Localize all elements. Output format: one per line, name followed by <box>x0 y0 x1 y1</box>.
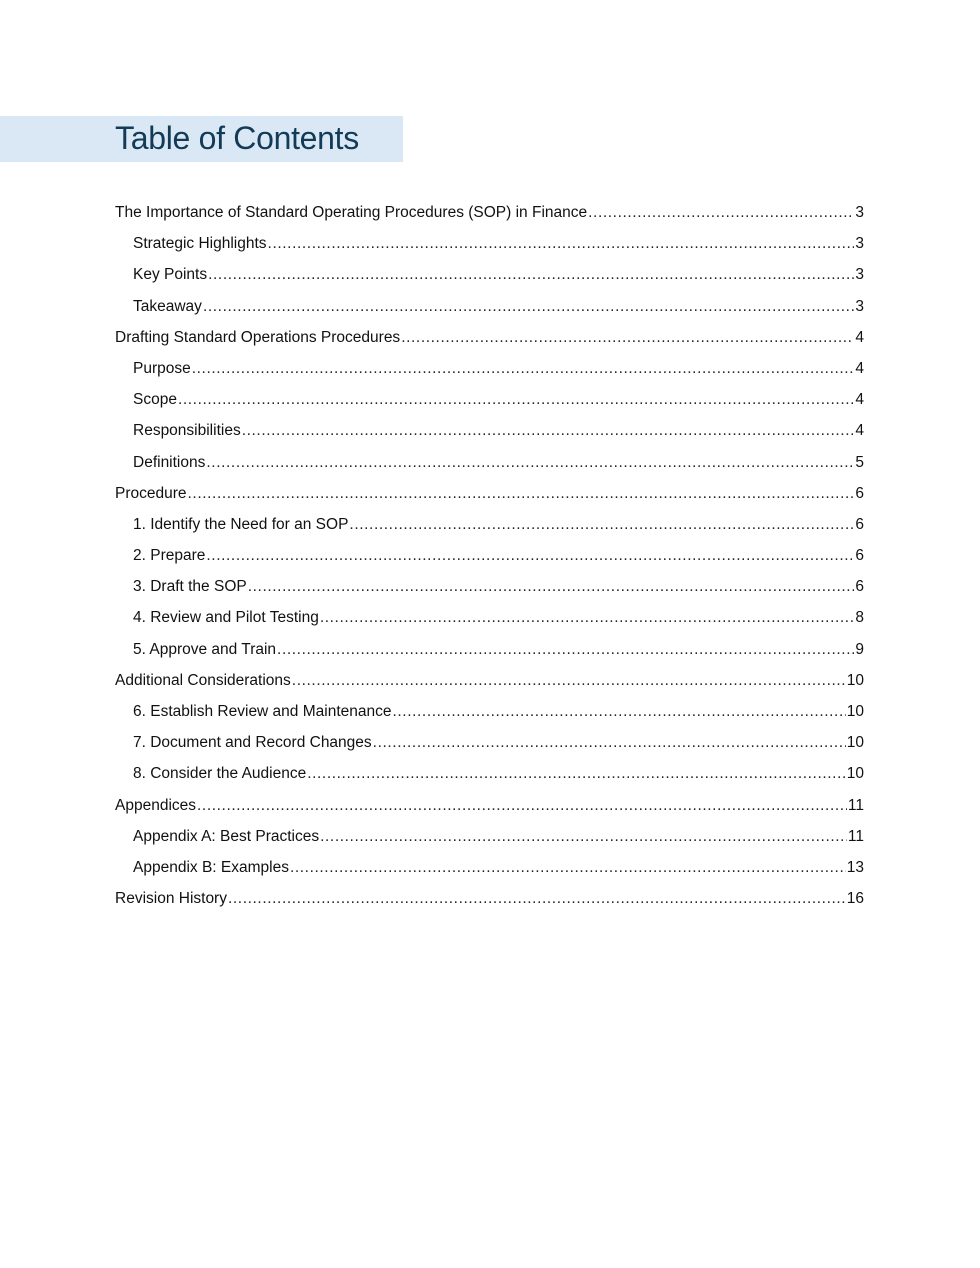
toc-entry-page: 8 <box>855 609 864 627</box>
dot-leader <box>197 790 847 821</box>
toc-entry[interactable] <box>115 852 864 883</box>
toc-entry[interactable] <box>115 509 864 540</box>
dot-leader <box>268 228 855 259</box>
toc-entry-label: Definitions <box>133 453 206 471</box>
toc-entry-label: Drafting Standard Operations Procedures <box>115 328 401 346</box>
toc-entry-label: Revision History <box>115 890 227 908</box>
toc-entry-page: 4 <box>855 422 864 440</box>
toc-entry-page: 11 <box>847 796 864 814</box>
toc-entry-page: 3 <box>855 235 864 253</box>
dot-leader <box>208 259 854 290</box>
dot-leader <box>206 447 854 478</box>
dot-leader <box>588 197 854 228</box>
toc-entry-label: 1. Identify the Need for an SOP <box>133 515 349 533</box>
dot-leader <box>178 384 854 415</box>
dot-leader <box>228 883 846 914</box>
toc-entry[interactable] <box>115 634 864 665</box>
toc-entry-page: 6 <box>855 547 864 565</box>
toc-entry-label: 8. Consider the Audience <box>133 765 307 783</box>
dot-leader <box>401 322 854 353</box>
dot-leader <box>373 727 846 758</box>
toc-entry-page: 10 <box>846 671 864 689</box>
toc-entry-page: 16 <box>846 890 864 908</box>
toc-entry[interactable] <box>115 228 864 259</box>
toc-entry-page: 6 <box>855 484 864 502</box>
dot-leader <box>203 291 854 322</box>
toc-entry-label: The Importance of Standard Operating Procedures (SOP) in Finance <box>115 204 588 221</box>
toc-entry-label: Purpose <box>133 359 191 377</box>
toc-entry[interactable] <box>115 571 864 602</box>
toc-entry[interactable] <box>115 322 864 353</box>
toc-entry-page: 6 <box>855 515 864 533</box>
toc-entry[interactable] <box>115 259 864 290</box>
toc-list <box>115 197 864 914</box>
dot-leader <box>307 758 846 789</box>
toc-entry[interactable] <box>115 353 864 384</box>
toc-entry[interactable] <box>115 384 864 415</box>
toc-entry-page: 3 <box>855 266 864 284</box>
toc-entry-label: Takeaway <box>133 297 202 315</box>
toc-entry-label: 5. Approve and Train <box>133 640 277 658</box>
toc-entry-page: 3 <box>855 204 864 221</box>
toc-entry-page: 10 <box>846 703 864 720</box>
toc-entry-page: 10 <box>846 765 864 783</box>
toc-entry-label: Responsibilities <box>133 422 241 440</box>
toc-entry-page: 5 <box>855 453 864 471</box>
toc-entry[interactable] <box>115 197 864 228</box>
toc-entry-page: 4 <box>855 328 864 346</box>
toc-entry[interactable] <box>115 696 864 727</box>
toc-entry-page: 3 <box>855 297 864 315</box>
toc-entry[interactable] <box>115 540 864 571</box>
toc-entry[interactable] <box>115 447 864 478</box>
toc-entry[interactable] <box>115 758 864 789</box>
toc-entry-label: 6. Establish Review and Maintenance <box>133 703 392 720</box>
dot-leader <box>206 540 854 571</box>
toc-entry-page: 11 <box>847 827 864 845</box>
toc-entry-label: Scope <box>133 391 177 409</box>
toc-entry-label: Additional Considerations <box>115 671 291 689</box>
toc-entry-label: 3. Draft the SOP <box>133 578 247 596</box>
toc-entry-page: 9 <box>855 640 864 658</box>
toc-entry-page: 6 <box>855 578 864 596</box>
toc-entry[interactable] <box>115 415 864 446</box>
toc-entry-label: Strategic Highlights <box>133 235 267 253</box>
dot-leader <box>349 509 854 540</box>
toc-entry-label: 2. Prepare <box>133 547 206 565</box>
toc-entry[interactable] <box>115 883 864 914</box>
toc-entry-page: 13 <box>846 858 864 876</box>
toc-entry-label: Appendices <box>115 796 197 814</box>
toc-entry-label: 7. Document and Record Changes <box>133 734 372 752</box>
dot-leader <box>292 665 846 696</box>
toc-entry[interactable] <box>115 821 864 852</box>
toc-entry[interactable] <box>115 291 864 322</box>
dot-leader <box>188 478 855 509</box>
toc-entry[interactable] <box>115 665 864 696</box>
toc-entry-label: Appendix B: Examples <box>133 858 289 876</box>
toc-entry-label: Key Points <box>133 266 208 284</box>
toc-entry[interactable] <box>115 602 864 633</box>
dot-leader <box>242 415 855 446</box>
toc-entry-label: 4. Review and Pilot Testing <box>133 609 319 627</box>
toc-entry[interactable] <box>115 727 864 758</box>
page-title: Table of Contents <box>115 120 359 156</box>
toc-entry[interactable] <box>115 790 864 821</box>
dot-leader <box>192 353 855 384</box>
toc-entry[interactable] <box>115 478 864 509</box>
dot-leader <box>290 852 846 883</box>
toc-entry-page: 4 <box>855 391 864 409</box>
toc-entry-page: 10 <box>846 734 864 752</box>
toc-entry-page: 4 <box>855 359 864 377</box>
dot-leader <box>277 634 854 665</box>
dot-leader <box>320 602 855 633</box>
dot-leader <box>248 571 855 602</box>
dot-leader <box>392 696 845 727</box>
dot-leader <box>320 821 847 852</box>
toc-entry-label: Appendix A: Best Practices <box>133 827 320 845</box>
toc-entry-label: Procedure <box>115 484 187 502</box>
